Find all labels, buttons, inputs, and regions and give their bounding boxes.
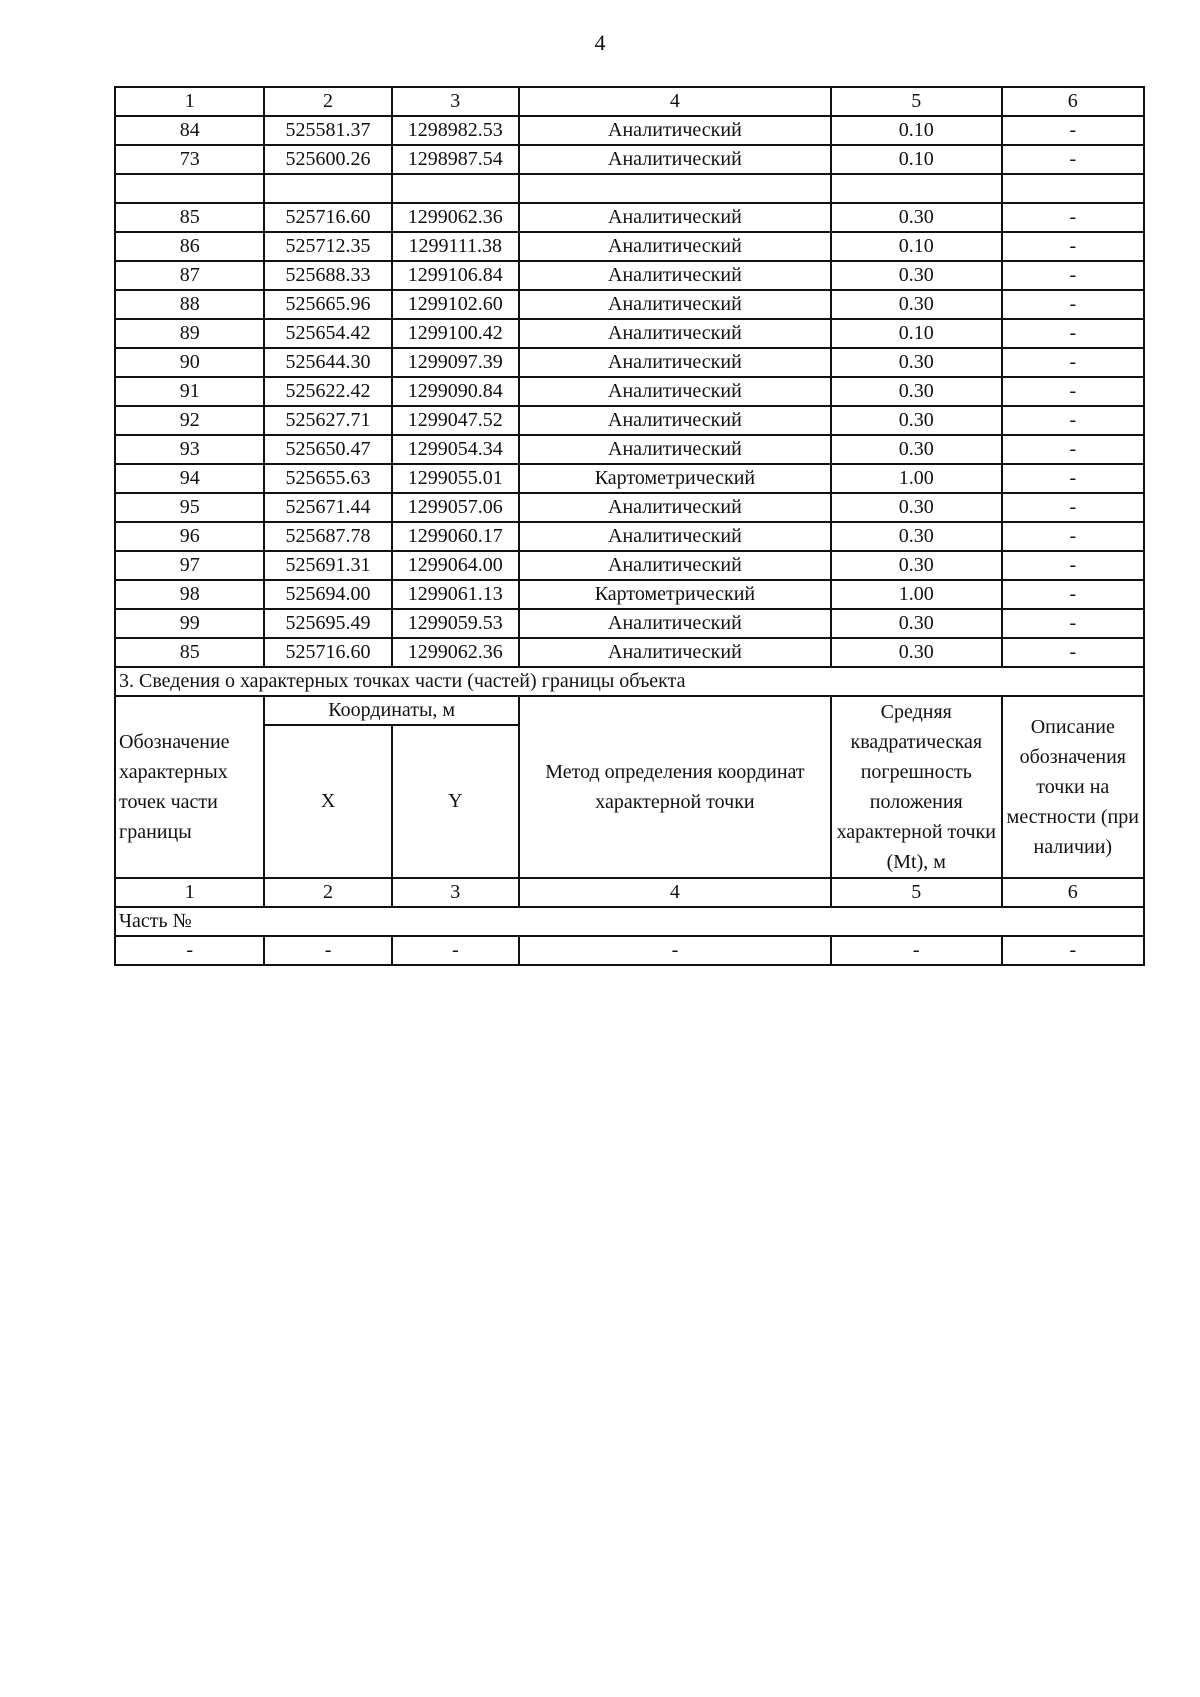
table-cell: 1299064.00 (392, 551, 519, 580)
table-cell: 1299102.60 (392, 290, 519, 319)
table-cell: 88 (115, 290, 264, 319)
column-number: 3 (392, 87, 519, 116)
table-cell: 525712.35 (264, 232, 391, 261)
table-cell: - (1002, 638, 1144, 667)
table-cell: - (1002, 551, 1144, 580)
table-cell: 1299047.52 (392, 406, 519, 435)
table-cell: Аналитический (519, 406, 831, 435)
table-cell: 525581.37 (264, 116, 391, 145)
table-cell: 1299100.42 (392, 319, 519, 348)
table-cell (115, 174, 264, 203)
table-cell: 525655.63 (264, 464, 391, 493)
table-row (115, 551, 1144, 580)
table-cell: 73 (115, 145, 264, 174)
table-cell: 1299061.13 (392, 580, 519, 609)
section-title: 3. Сведения о характерных точках части (частей) границы объекта (115, 667, 1144, 696)
table-cell: 1299111.38 (392, 232, 519, 261)
table-row (115, 203, 1144, 232)
section-title-row (115, 667, 1144, 696)
table-cell: - (1002, 464, 1144, 493)
table-cell: 525644.30 (264, 348, 391, 377)
table-row (115, 319, 1144, 348)
table-cell: 525654.42 (264, 319, 391, 348)
table-cell: 89 (115, 319, 264, 348)
table-row (115, 522, 1144, 551)
table-cell: 525650.47 (264, 435, 391, 464)
table-cell: 91 (115, 377, 264, 406)
table-cell: Аналитический (519, 145, 831, 174)
table-cell: 0.10 (831, 145, 1002, 174)
table-row (115, 638, 1144, 667)
table-cell: 525688.33 (264, 261, 391, 290)
table-cell: - (1002, 232, 1144, 261)
table-cell: 90 (115, 348, 264, 377)
table-cell: 525665.96 (264, 290, 391, 319)
table-row (115, 580, 1144, 609)
table-cell: 525687.78 (264, 522, 391, 551)
table-cell: Картометрический (519, 580, 831, 609)
table-row (115, 145, 1144, 174)
table-cell: 1299090.84 (392, 377, 519, 406)
table-row (115, 493, 1144, 522)
table-cell: 0.30 (831, 435, 1002, 464)
table-cell: - (1002, 522, 1144, 551)
table-cell: 0.30 (831, 348, 1002, 377)
part-label: Часть № (115, 907, 1144, 936)
table-cell: - (831, 936, 1002, 965)
table-cell: 1299062.36 (392, 203, 519, 232)
table-row (115, 232, 1144, 261)
table-row (115, 116, 1144, 145)
table-row (115, 290, 1144, 319)
table-cell: 99 (115, 609, 264, 638)
table-cell: 1299059.53 (392, 609, 519, 638)
table-cell: - (1002, 580, 1144, 609)
table-cell: 0.30 (831, 493, 1002, 522)
table-cell: 84 (115, 116, 264, 145)
column-number: 5 (831, 878, 1002, 907)
table-cell: 525716.60 (264, 638, 391, 667)
table-cell: Аналитический (519, 319, 831, 348)
table-cell: 525694.00 (264, 580, 391, 609)
section-column-number-row (115, 878, 1144, 907)
table-cell: 95 (115, 493, 264, 522)
table-row (115, 464, 1144, 493)
table-cell: Аналитический (519, 638, 831, 667)
table-cell: 0.30 (831, 522, 1002, 551)
table-cell (392, 174, 519, 203)
table-cell (831, 174, 1002, 203)
accuracy-header: Средняя квадратическая погрешность положения характерной точки (Mt), м (831, 696, 1002, 878)
table-cell: 0.30 (831, 203, 1002, 232)
table-cell: - (1002, 609, 1144, 638)
table-row (115, 609, 1144, 638)
table-cell: 1299097.39 (392, 348, 519, 377)
column-number: 4 (519, 878, 831, 907)
table-cell: Аналитический (519, 493, 831, 522)
table-cell: 87 (115, 261, 264, 290)
table-cell: - (1002, 290, 1144, 319)
table-cell: - (1002, 261, 1144, 290)
table-cell: 0.30 (831, 261, 1002, 290)
table-cell: 1.00 (831, 580, 1002, 609)
column-number: 2 (264, 87, 391, 116)
x-header: X (264, 725, 391, 878)
table-cell: 525691.31 (264, 551, 391, 580)
table-row (115, 348, 1144, 377)
table-cell: Аналитический (519, 522, 831, 551)
table-cell: Аналитический (519, 435, 831, 464)
table-cell: 0.10 (831, 319, 1002, 348)
table-cell: - (1002, 116, 1144, 145)
table-row (115, 435, 1144, 464)
table-cell: - (1002, 203, 1144, 232)
table-cell: - (1002, 348, 1144, 377)
column-number-row (115, 87, 1144, 116)
table-cell: Аналитический (519, 377, 831, 406)
table-cell: 525622.42 (264, 377, 391, 406)
table-cell: 0.30 (831, 290, 1002, 319)
column-number: 5 (831, 87, 1002, 116)
table-cell: - (392, 936, 519, 965)
coordinates-header: Координаты, м (264, 696, 518, 725)
table-cell: Аналитический (519, 609, 831, 638)
table-cell: 92 (115, 406, 264, 435)
table-cell: 0.30 (831, 406, 1002, 435)
table-cell: 85 (115, 638, 264, 667)
table-cell: - (1002, 936, 1144, 965)
table-cell (519, 174, 831, 203)
table-cell: - (264, 936, 391, 965)
part-row (115, 936, 1144, 965)
table-cell: Картометрический (519, 464, 831, 493)
table-cell: 1299057.06 (392, 493, 519, 522)
table-cell: - (115, 936, 264, 965)
table-cell: 93 (115, 435, 264, 464)
table-cell: 525695.49 (264, 609, 391, 638)
coordinates-table (114, 86, 1145, 966)
table-cell: 98 (115, 580, 264, 609)
table-row (115, 174, 1144, 203)
table-cell: 1299055.01 (392, 464, 519, 493)
table-cell: 1.00 (831, 464, 1002, 493)
table-cell: 1299062.36 (392, 638, 519, 667)
column-number: 3 (392, 878, 519, 907)
table-cell: Аналитический (519, 348, 831, 377)
table-cell: Аналитический (519, 116, 831, 145)
table-cell: 525716.60 (264, 203, 391, 232)
table-cell: - (1002, 406, 1144, 435)
table-cell: - (1002, 377, 1144, 406)
table-cell: 0.30 (831, 609, 1002, 638)
table-cell: 1298987.54 (392, 145, 519, 174)
table-cell: Аналитический (519, 261, 831, 290)
part-label-row (115, 907, 1144, 936)
table-cell: 1299106.84 (392, 261, 519, 290)
table-cell: - (519, 936, 831, 965)
table-cell: Аналитический (519, 551, 831, 580)
table-cell: - (1002, 493, 1144, 522)
method-header: Метод определения координат характерной точки (519, 696, 831, 878)
table-cell: Аналитический (519, 203, 831, 232)
column-number: 6 (1002, 87, 1144, 116)
table-cell: 96 (115, 522, 264, 551)
table-cell: 525600.26 (264, 145, 391, 174)
table-cell: 94 (115, 464, 264, 493)
table-cell: 525627.71 (264, 406, 391, 435)
table-cell: - (1002, 435, 1144, 464)
table-row (115, 261, 1144, 290)
column-number: 1 (115, 878, 264, 907)
table-cell: 86 (115, 232, 264, 261)
description-header: Описание обозначения точки на местности (при наличии) (1002, 696, 1144, 878)
table-cell: 1299054.34 (392, 435, 519, 464)
table-cell: - (1002, 319, 1144, 348)
table-cell: 85 (115, 203, 264, 232)
y-header: Y (392, 725, 519, 878)
table-cell: 1299060.17 (392, 522, 519, 551)
table-cell: 0.10 (831, 232, 1002, 261)
table-cell: 0.30 (831, 377, 1002, 406)
table-cell: 525671.44 (264, 493, 391, 522)
table-row (115, 377, 1144, 406)
table-cell: 1298982.53 (392, 116, 519, 145)
table-cell: Аналитический (519, 232, 831, 261)
table-cell: 97 (115, 551, 264, 580)
section-header-row (115, 696, 1144, 725)
table-cell: 0.10 (831, 116, 1002, 145)
table-cell: 0.30 (831, 638, 1002, 667)
column-number: 2 (264, 878, 391, 907)
column-number: 1 (115, 87, 264, 116)
table-cell: Аналитический (519, 290, 831, 319)
table-cell (264, 174, 391, 203)
table-cell: - (1002, 145, 1144, 174)
table-cell (1002, 174, 1144, 203)
designation-header: Обозначение характерных точек части границы (115, 696, 264, 878)
column-number: 4 (519, 87, 831, 116)
table-row (115, 406, 1144, 435)
column-number: 6 (1002, 878, 1144, 907)
table-cell: 0.30 (831, 551, 1002, 580)
page-number: 4 (594, 30, 606, 55)
